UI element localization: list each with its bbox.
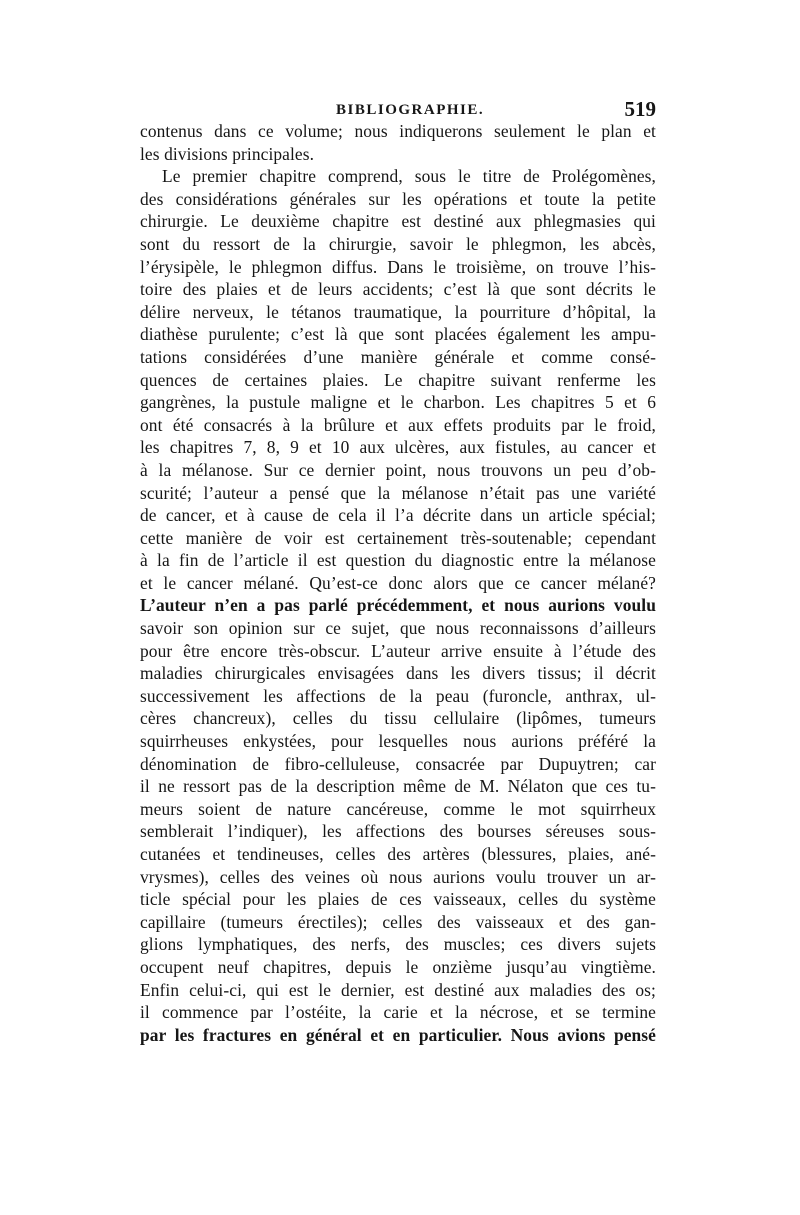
running-title: BIBLIOGRAPHIE. xyxy=(336,102,485,118)
text-line: cette manière de voir est certainement très-soutenable; cependant xyxy=(140,527,656,548)
text-line: L’auteur n’en a pas parlé précédemment, et nous aurions voulu xyxy=(140,595,656,616)
text-line: vrysmes), celles des veines où nous aurions voulu trouver un ar- xyxy=(140,866,656,887)
text-line: quences de certaines plaies. Le chapitre suivant renferme les xyxy=(140,369,656,390)
text-line: dénomination de fibro-celluleuse, consacrée par Dupuytren; car xyxy=(140,753,656,774)
text-line: délire nerveux, le tétanos traumatique, la pourriture d’hôpital, la xyxy=(140,301,656,322)
text-line: l’érysipèle, le phlegmon diffus. Dans le troisième, on trouve l’his- xyxy=(140,256,656,277)
text-line: capillaire (tumeurs érectiles); celles des vaisseaux et des gan- xyxy=(140,911,656,932)
text-line: à la mélanose. Sur ce dernier point, nous trouvons un peu d’ob- xyxy=(140,459,656,480)
text-line: maladies chirurgicales envisagées dans les divers tissus; il décrit xyxy=(140,663,656,684)
text-line: savoir son opinion sur ce sujet, que nous reconnaissons d’ailleurs xyxy=(140,618,656,639)
text-line: les chapitres 7, 8, 9 et 10 aux ulcères, aux fistules, au cancer et xyxy=(140,437,656,458)
text-line: scurité; l’auteur a pensé que la mélanose n’était pas une variété xyxy=(140,482,656,503)
text-line: les divisions principales. xyxy=(140,143,315,164)
text-line: meurs soient de nature cancéreuse, comme le mot squirrheux xyxy=(140,798,656,819)
text-line: cères chancreux), celles du tissu cellulaire (lipômes, tumeurs xyxy=(140,708,656,729)
text-line: ticle spécial pour les plaies de ces vaisseaux, celles du système xyxy=(140,889,656,910)
text-line: diathèse purulente; c’est là que sont placées également les ampu- xyxy=(140,324,656,345)
text-line: de cancer, et à cause de cela il l’a décrite dans un article spécial; xyxy=(140,505,656,526)
text-line: contenus dans ce volume; nous indiquerons seulement le plan et xyxy=(140,121,656,141)
text-line: sont du ressort de la chirurgie, savoir le phlegmon, les abcès, xyxy=(140,233,656,254)
running-head xyxy=(140,98,656,122)
text-line: glions lymphatiques, des nerfs, des muscles; ces divers sujets xyxy=(140,934,656,955)
text-line: pour être encore très-obscur. L’auteur arrive ensuite à l’étude des xyxy=(140,640,656,661)
body-text xyxy=(140,120,656,1046)
text-line: successivement les affections de la peau (furoncle, anthrax, ul- xyxy=(140,685,656,706)
text-line: squirrheuses enkystées, pour lesquelles nous aurions préféré la xyxy=(140,731,656,752)
text-line: ont été consacrés à la brûlure et aux effets produits par le froid, xyxy=(140,414,656,435)
text-line: il ne ressort pas de la description même de M. Nélaton que ces tu- xyxy=(140,776,656,797)
text-line: toire des plaies et de leurs accidents; c’est là que sont décrits le xyxy=(140,279,656,300)
text-line: chirurgie. Le deuxième chapitre est destiné aux phlegmasies qui xyxy=(140,211,656,232)
text-line: cutanées et tendineuses, celles des artères (blessures, plaies, ané- xyxy=(140,844,656,864)
text-line: Le premier chapitre comprend, sous le titre de Prolégomènes, xyxy=(162,166,656,187)
text-line: Enfin celui-ci, qui est le dernier, est destiné aux maladies des os; xyxy=(140,979,656,1000)
text-line: des considérations générales sur les opérations et toute la petite xyxy=(140,188,656,209)
text-line: et le cancer mélané. Qu’est-ce donc alors que ce cancer mélané? xyxy=(140,572,656,593)
text-line: semblerait l’indiquer), les affections des bourses séreuses sous- xyxy=(140,821,656,842)
page-number: 519 xyxy=(624,97,656,121)
text-line: par les fractures en général et en particulier. Nous avions pensé xyxy=(140,1024,656,1045)
text-line: tations considérées d’une manière générale et comme consé- xyxy=(140,346,656,367)
text-line: occupent neuf chapitres, depuis le onzième jusqu’au vingtième. xyxy=(140,956,656,977)
text-line: gangrènes, la pustule maligne et le charbon. Les chapitres 5 et 6 xyxy=(140,392,656,413)
text-line: à la fin de l’article il est question du diagnostic entre la mélanose xyxy=(140,550,656,571)
text-line: il commence par l’ostéite, la carie et la nécrose, et se termine xyxy=(140,1002,656,1023)
